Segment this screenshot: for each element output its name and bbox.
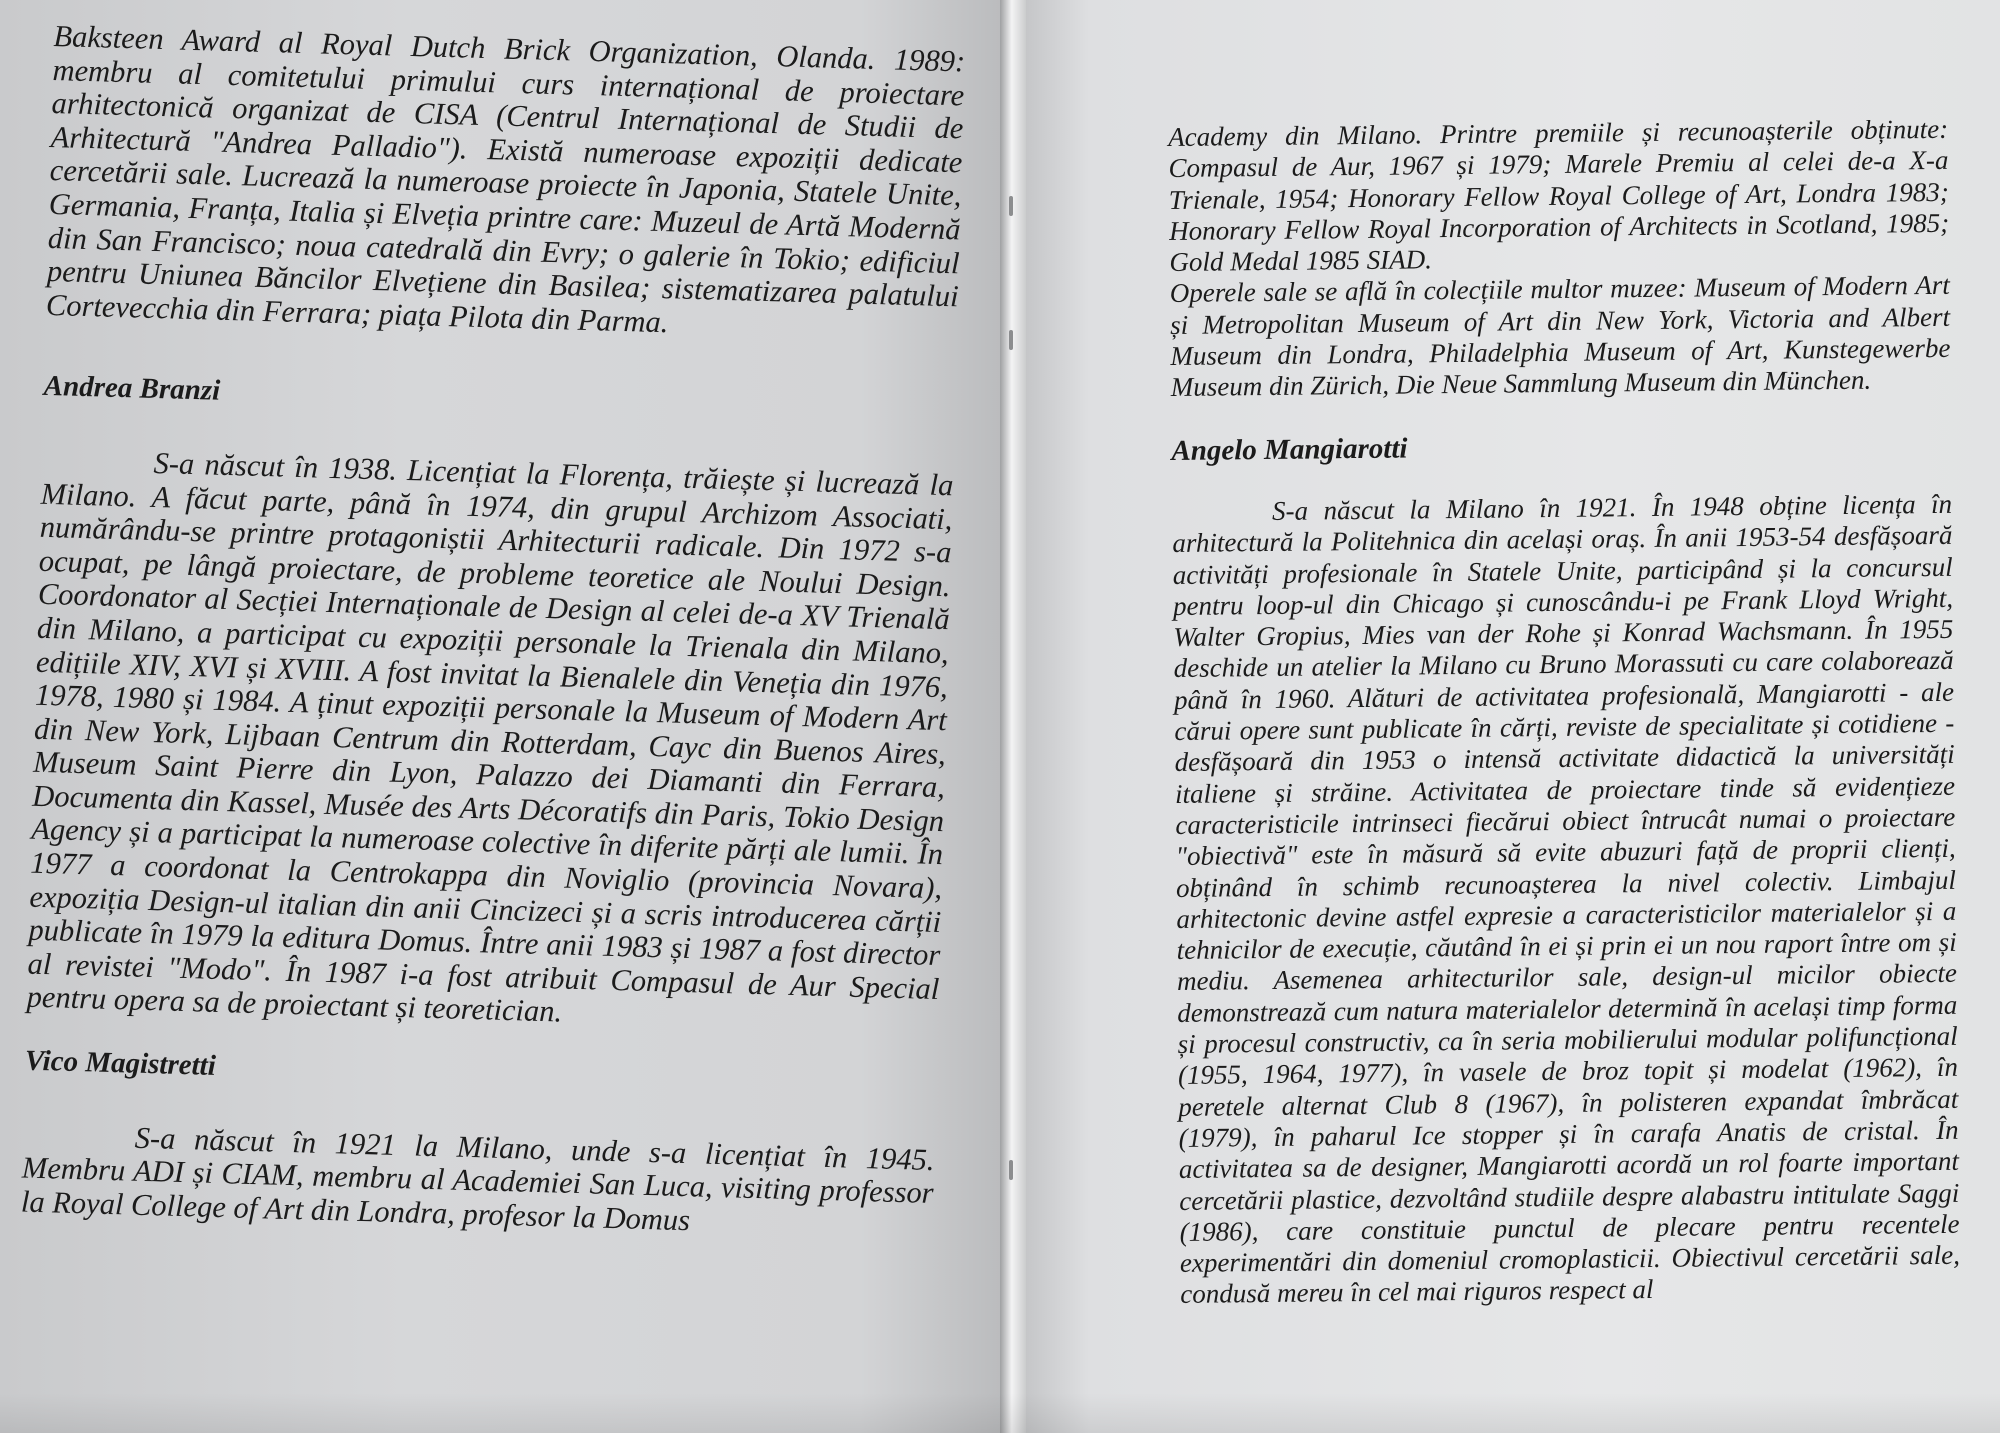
left-page-text xyxy=(21,20,966,1244)
right-page-text xyxy=(1168,114,1960,1311)
right-intro-paragraph: Academy din Milano. Printre premiile și recunoașterile obținute: Compasul de Aur, 1967 și 1979; Marele Premiu al celei de-a X-a Trienale, 1954; Honorary Fellow Royal College of Art, Londra 1983; Honorary Fellow Royal Incorporation of Architects in Scotland, 1985; Gold Medal 1985 SIAD. xyxy=(1168,113,1950,278)
binding-stitch xyxy=(1009,196,1013,216)
heading-andrea-branzi: Andrea Branzi xyxy=(43,370,221,408)
mangiarotti-biography: S-a născut la Milano în 1921. În 1948 obține licența în arhitectură la Politehnica din același oraș. În anii 1953-54 desfășoară activități profesionale în Statele Unite, participând și la concursul pentru loop-ul din Chicago și cunoscându-i pe Frank Lloyd Wright, Walter Gropius, Mies van der Rohe și Konrad Wachsmann. În 1955 deschide un atelier la Milano cu Bruno Morassuti cu care colaborează până în 1960. Alături de activitatea profesională, Mangiarotti - ale cărui opere sunt publicate în cărți, reviste de specialitate și cotidiene - desfășoară din 1953 o intensă activitate didactică la universități italiene și străine. Activitatea de proiectare tinde să evidențieze caracteristicile intrinseci fiecărui obiect întrucât numai o proiectare "obiectivă" este în măsură să evite abuzuri față de proprii clienți, obținând în schimb recunoașterea la nivel colectiv. Limbajul arhitectonic devine astfel expresie a caracteristicilor materialelor și a tehnicilor de execuție, căutând în ei și prin ei un nou raport între om și mediu. Asemenea arhitecturilor sale, design-ul micilor obiecte demonstrează cum natura materialelor determină în același timp forma și procesul constructiv, ca în seria mobilierului modular polifuncțional (1955, 1964, 1977), în vasele de broz topit și modelat (1962), în peretele alternat Club 8 (1967), în polisteren expandat îmbrăcat (1979), în paharul Ice stopper și în carafa Anatis de cristal. În activitatea sa de designer, Mangiarotti acordă un rol foarte important cercetării plastice, dezvoltând studiile despre alabastru intitulate Saggi (1986), care constituie punctul de plecare pentru recentele experimentări din domeniul cromoplasticii. Obiectivul cercetării sale, condusă mereu în cel mai riguros respect al xyxy=(1172,488,1961,1310)
page-shadow xyxy=(0,1393,2000,1433)
book-gutter xyxy=(1000,0,1026,1433)
magistretti-biography: S-a născut în 1921 la Milano, unde s-a licențiat în 1945. Membru ADI și CIAM, membru al Academiei San Luca, visiting professor la Royal College of Art din Londra, profesor la Domus xyxy=(20,1120,935,1238)
binding-stitch xyxy=(1009,1160,1013,1180)
collections-paragraph: Operele sale se află în colecțiile multor muzee: Museum of Modern Art și Metropolitan Museum of Art din New York, Victoria and Albert Museum din Londra, Philadelphia Museum of Art, Kunstegewerbe Museum din Zürich, Die Neue Sammlung Museum din München. xyxy=(1169,270,1951,403)
branzi-biography: S-a născut în 1938. Licențiat la Florența, trăiește și lucrează la Milano. A făcut parte, până în 1974, din grupul Archizom Associati, numărându-se printre protagoniștii Arhitecturii radicale. Din 1972 s-a ocupat, pe lângă proiectare, de probleme teoretice ale Noului Design. Coordonator al Secției Internaționale de Design al celei de-a XV Trienală din Milano, a participat cu expoziții personale la Trienala din Milano, edițiile XIV, XVI și XVIII. A fost invitat la Bienalele din Veneția din 1976, 1978, 1980 și 1984. A ținut expoziții personale la Museum of Modern Art din New York, Lijbaan Centrum din Rotterdam, Cayc din Buenos Aires, Museum Saint Pierre din Lyon, Palazzo dei Diamanti din Ferrara, Documenta din Kassel, Musée des Arts Décoratifs din Paris, Tokio Design Agency și a participat la numeroase colective în diferite părți ale lumii. În 1977 a coordonat la Centrokappa din Noviglio (provincia Novara), expoziția Design-ul italian din anii Cincizeci și a scris introducerea cărții publicate în 1979 la editura Domus. Între anii 1983 și 1987 a fost director al revistei "Modo". În 1987 i-a fost atribuit Compasul de Aur Special pentru opera sa de proiectant și teoretician. xyxy=(26,445,954,1030)
heading-angelo-mangiarotti: Angelo Mangiarotti xyxy=(1171,432,1408,467)
left-intro-paragraph: Baksteen Award al Royal Dutch Brick Organization, Olanda. 1989: membru al comitetului primului curs internațional de proiectare arhitectonică organizat de CISA (Centrul Internațional de Studii de Arhitectură "Andrea Palladio"). Există numeroase expoziții dedicate cercetării sale. Lucrează la numeroase proiecte în Japonia, Statele Unite, Germania, Franța, Italia și Elveția printre care: Muzeul de Artă Modernă din San Francisco; noua catedrală din Evry; o galerie în Tokio; edificiul pentru Uniunea Băncilor Elvețiene din Basilea; sistematizarea palatului Cortevecchia din Ferrara; piața Pilota din Parma. xyxy=(45,19,966,340)
binding-stitch xyxy=(1009,330,1013,350)
heading-vico-magistretti: Vico Magistretti xyxy=(24,1044,217,1082)
